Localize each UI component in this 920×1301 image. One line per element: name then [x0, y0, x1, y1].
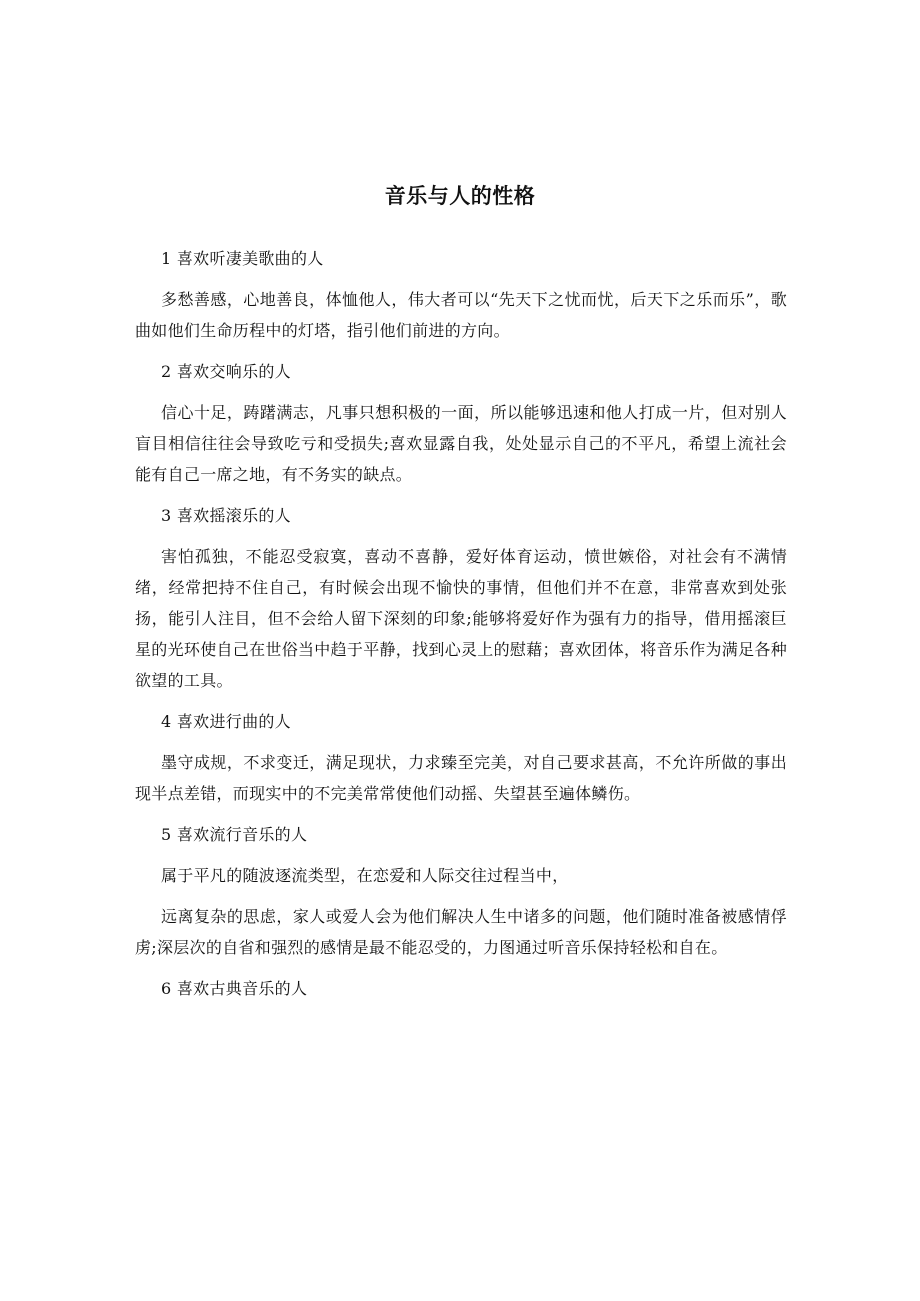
section-paragraph-5-1: 属于平凡的随波逐流类型，在恋爱和人际交往过程当中， [161, 866, 569, 885]
section-paragraph-4-1: 墨守成规，不求变迁，满足现状，力求臻至完美，对自己要求甚高，不允许所做的事出现半点差错，而现实中的不完美常常使他们动摇、失望甚至遍体鳞伤。 [135, 753, 787, 803]
section-paragraph-3-1: 害怕孤独，不能忍受寂寞，喜动不喜静，爱好体育运动，愤世嫉俗，对社会有不满情绪，经常把持不住自己，有时候会出现不愉快的事情，但他们并不在意，非常喜欢到处张扬，能引人注目，但不会给人留下深刻的印象;能够将爱好作为强有力的指导，借用摇滚巨星的光环使自己在世俗当中趋于平静，找到心灵上的慰藉；喜欢团体，将音乐作为满足各种欲望的工具。 [135, 547, 788, 690]
document-body [135, 243, 787, 1014]
section-heading-3: 3 喜欢摇滚乐的人 [161, 506, 291, 525]
page-title: 音乐与人的性格 [384, 184, 536, 208]
section-heading-4: 4 喜欢进行曲的人 [161, 712, 291, 731]
section-paragraph-2-1: 信心十足，踌躇满志，凡事只想积极的一面，所以能够迅速和他人打成一片，但对别人盲目相信往往会导致吃亏和受损失;喜欢显露自我，处处显示自己的不平凡，希望上流社会能有自己一席之地，有不务实的缺点。 [135, 403, 787, 484]
section-heading-6: 6 喜欢古典音乐的人 [161, 979, 308, 998]
section-paragraph-5-2: 远离复杂的思虑，家人或爱人会为他们解决人生中诸多的问题，他们随时准备被感情俘虏;深层次的自省和强烈的感情是最不能忍受的，力图通过听音乐保持轻松和自在。 [135, 907, 787, 957]
section-heading-1: 1 喜欢听凄美歌曲的人 [161, 249, 324, 268]
section-heading-5: 5 喜欢流行音乐的人 [161, 825, 308, 844]
section-paragraph-1-1: 多愁善感，心地善良，体恤他人，伟大者可以“先天下之忧而忧，后天下之乐而乐”，歌曲如他们生命历程中的灯塔，指引他们前进的方向。 [135, 290, 787, 340]
section-heading-2: 2 喜欢交响乐的人 [161, 362, 291, 381]
